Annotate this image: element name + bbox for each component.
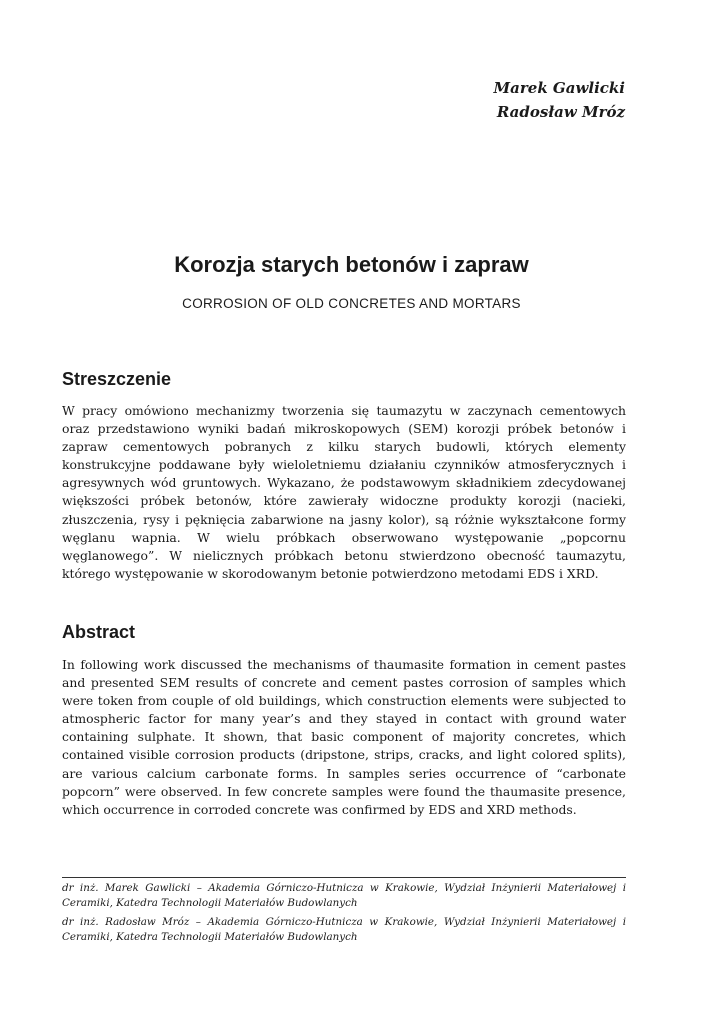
abstract-text: In following work discussed the mechanisms of thaumasite formation in cement pastes and presented SEM results of concrete and cement pastes corrosion of samples which were token from couple of old buildings, which construction elements were subjected to atmospheric factor for many year’s and they stayed in contact with ground water containing sulphate. It shown, that basic component of majority concretes, which contained visible corrosion products (dripstone, strips, cracks, and light colored splits), are various calcium carbonate forms. In samples series occurrence of “carbonate popcorn” were observed. In few concrete samples were found the thaumasite presence, which occurrence in corroded concrete was confirmed by EDS and XRD methods. xyxy=(62,657,626,817)
abstract-heading: Abstract xyxy=(62,622,136,642)
footnote-divider xyxy=(62,877,626,878)
paper-subtitle: CORROSION OF OLD CONCRETES AND MORTARS xyxy=(182,296,521,311)
streszczenie-heading: Streszczenie xyxy=(62,369,172,389)
footnote-author-2: dr inż. Radosław Mróz – Akademia Górniczo-Hutnicza w Krakowie, Wydział Inżynierii Materiałowej i Ceramiki, Katedra Technologii Materiałów Budowlanych xyxy=(62,916,626,943)
streszczenie-text: W pracy omówiono mechanizmy tworzenia się taumazytu w zaczynach cementowych oraz przedstawiono wyniki badań mikroskopowych (SEM) korozji próbek betonów i zapraw cementowych pobranych z kilku starych budowli, których elementy konstrukcyjne poddawane były wieloletniemu działaniu czynników atmosferycznych i agresywnych wód gruntowych. Wykazano, że podstawowym składnikiem zdecydowanej większości próbek betonów, które zawierały widoczne produkty korozji (nacieki, złuszczenia, rysy i pęknięcia zabarwione na jasny kolor), są różnie wykształcone formy węglanu wapnia. W wielu próbkach obserwowano występowanie „popcornu węglanowego”. W nielicznych próbkach betonu stwierdzono obecność taumazytu, którego występowanie w skorodowanym betonie potwierdzono metodami EDS i XRD. xyxy=(62,403,626,581)
author-name: Radosław Mróz xyxy=(496,103,625,121)
author-block xyxy=(494,76,625,124)
paper-title: Korozja starych betonów i zapraw xyxy=(174,252,529,277)
footnote-author-1: dr inż. Marek Gawlicki – Akademia Górniczo-Hutnicza w Krakowie, Wydział Inżynierii Materiałowej i Ceramiki, Katedra Technologii Materiałów Budowlanych xyxy=(62,882,626,909)
author-name: Marek Gawlicki xyxy=(493,79,625,97)
